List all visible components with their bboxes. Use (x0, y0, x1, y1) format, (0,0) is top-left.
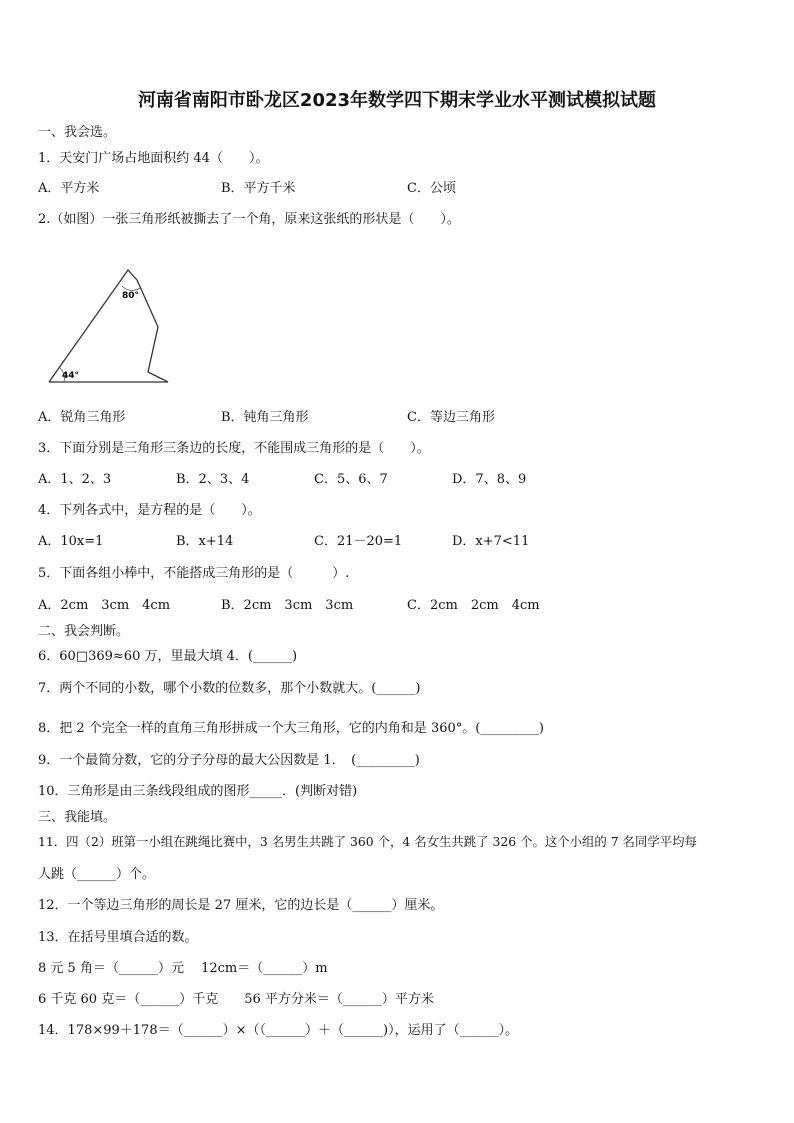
page-title: 河南省南阳市卧龙区2023年数学四下期末学业水平测试模拟试题 (137, 90, 657, 111)
q3-option-d: D．7、8、9 (452, 472, 527, 487)
q3-option-b: B．2、3、4 (176, 472, 250, 487)
question-7: 7．两个不同的小数，哪个小数的位数多，那个小数就大。(______) (38, 681, 421, 696)
q4-option-a: A．10x=1 (38, 534, 104, 549)
section-heading-judge: 二、我会判断。 (38, 624, 130, 639)
q3-option-c: C．5、6、7 (314, 472, 388, 487)
q1-option-b: B．平方千米 (221, 181, 296, 196)
top-angle-arc (122, 286, 140, 290)
q5-option-c: C．2cm 2cm 4cm (407, 598, 540, 613)
question-13-row-a: 8 元 5 角＝（______）元 12cm＝（______）m (38, 961, 328, 976)
question-8: 8．把 2 个完全一样的直角三角形拼成一个大三角形，它的内角和是 360°。(_________) (38, 721, 544, 736)
question-2: 2.（如图）一张三角形纸被撕去了一个角，原来这张纸的形状是（ ）。 (38, 212, 460, 227)
question-14: 14．178×99＋178＝（______）×（（______）＋（______)），运用了（______）。 (38, 1023, 519, 1038)
q4-option-d: D．x+7<11 (452, 534, 530, 549)
q2-option-a: A．锐角三角形 (38, 410, 126, 425)
question-11-line-1: 11．四（2）班第一小组在跳绳比赛中，3 名男生共跳了 360 个，4 名女生共跳了 326 个。这个小组的 7 名同学平均每 (38, 834, 697, 849)
q4-option-c: C．21－20=1 (314, 534, 403, 549)
section-heading-fill: 三、我能填。 (38, 810, 117, 825)
top-angle-label: 80° (122, 291, 140, 301)
q1-option-a: A．平方米 (38, 181, 100, 196)
torn-triangle-outline (49, 270, 168, 382)
question-13: 13．在括号里填合适的数。 (38, 930, 198, 945)
question-4: 4．下列各式中，是方程的是（ ）。 (38, 503, 261, 518)
section-heading-choose: 一、我会选。 (38, 125, 117, 140)
question-11-line-2: 人跳（______）个。 (38, 867, 156, 882)
q2-option-b: B．钝角三角形 (221, 410, 309, 425)
question-3: 3．下面分别是三角形三条边的长度，不能围成三角形的是（ ）。 (38, 441, 430, 456)
q5-option-b: B．2cm 3cm 3cm (221, 598, 354, 613)
torn-triangle-figure (44, 262, 184, 388)
q5-option-a: A．2cm 3cm 4cm (38, 598, 171, 613)
q1-option-c: C．公顷 (407, 181, 456, 196)
q4-option-b: B．x+14 (176, 534, 234, 549)
question-10: 10．三角形是由三条线段组成的图形_____．(判断对错) (38, 784, 358, 799)
q3-option-a: A．1、2、3 (38, 472, 112, 487)
question-1: 1．天安门广场占地面积约 44（ ）。 (38, 151, 269, 166)
bottom-angle-label: 44° (62, 371, 80, 381)
q2-option-c: C．等边三角形 (407, 410, 495, 425)
question-6: 6．60□369≈60 万，里最大填 4．(______) (38, 649, 298, 664)
question-9: 9．一个最简分数，它的分子分母的最大公因数是 1． (_________) (38, 753, 420, 768)
question-12: 12．一个等边三角形的周长是 27 厘米，它的边长是（______）厘米。 (38, 898, 444, 913)
question-5: 5．下面各组小棒中，不能搭成三角形的是（ ）. (38, 566, 350, 581)
question-13-row-b: 6 千克 60 克＝（______）千克 56 平方分米＝（______）平方米 (38, 992, 434, 1007)
